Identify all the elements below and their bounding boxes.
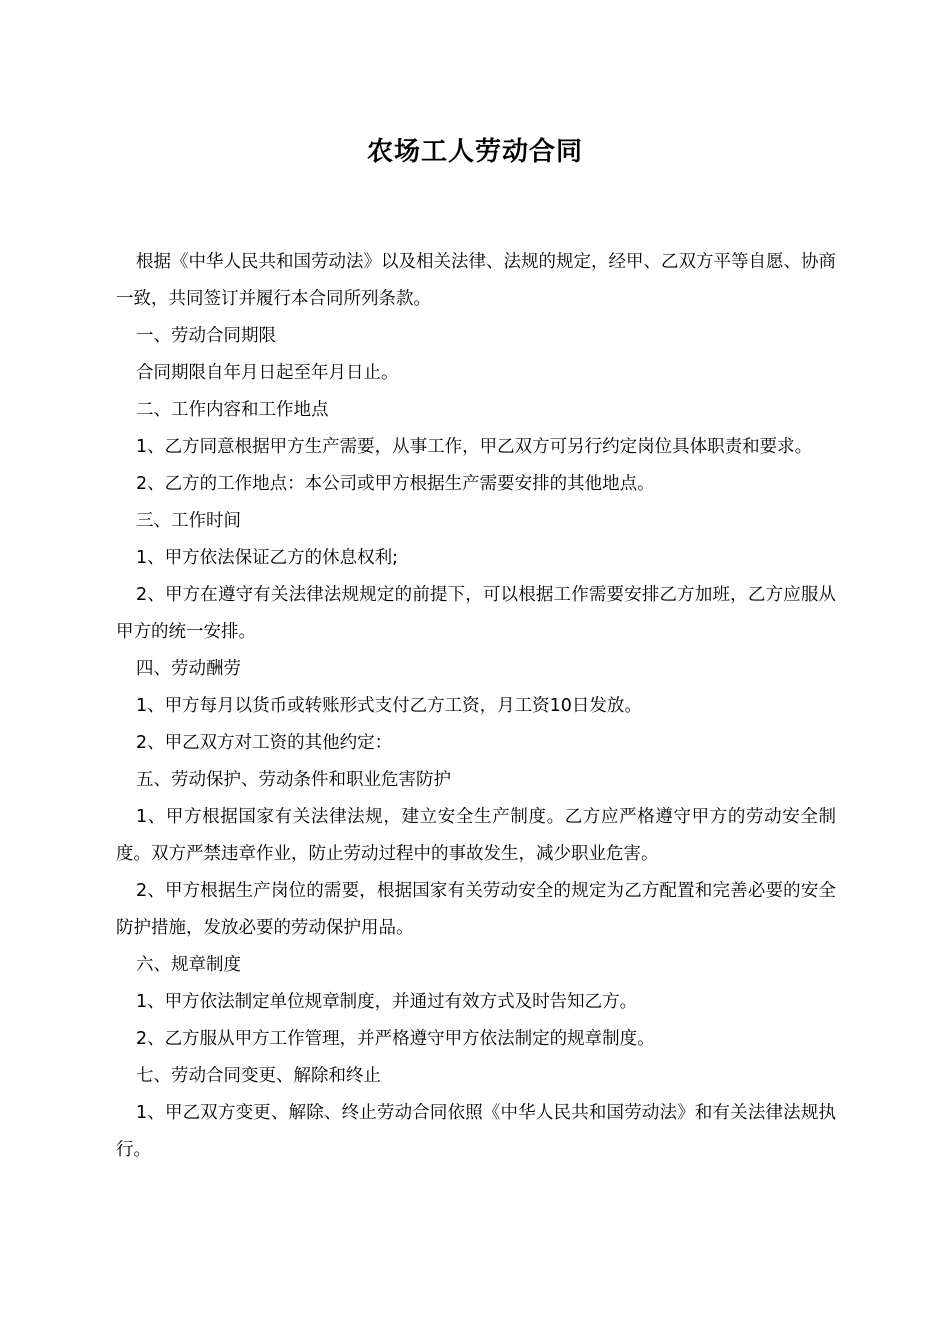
paragraph-pay-method: 1、甲方每月以货币或转账形式支付乙方工资，月工资10日发放。 (136, 696, 642, 716)
paragraph-work-location: 2、乙方的工作地点：本公司或甲方根据生产需要安排的其他地点。 (136, 474, 655, 494)
paragraph-safety-system: 1、甲方根据国家有关法律法规，建立安全生产制度。乙方应严格遵守甲方的劳动安全制度。双方严禁违章作业，防止劳动过程中的事故发生，减少职业危害。 (116, 807, 836, 864)
paragraph-rules-compliance: 2、乙方服从甲方工作管理，并严格遵守甲方依法制定的规章制度。 (136, 1029, 655, 1049)
paragraph-rest-rights: 1、甲方依法保证乙方的休息权利; (136, 548, 399, 568)
section-heading-protection: 五、劳动保护、劳动条件和职业危害防护 (136, 770, 451, 790)
section-heading-term: 一、劳动合同期限 (136, 326, 276, 346)
document-title: 农场工人劳动合同 (366, 137, 583, 167)
paragraph-rules-notice: 1、甲方依法制定单位规章制度，并通过有效方式及时告知乙方。 (136, 992, 638, 1012)
paragraph-termination-law: 1、甲乙双方变更、解除、终止劳动合同依照《中华人民共和国劳动法》和有关法律法规执行。 (116, 1103, 836, 1160)
paragraph-safety-equipment: 2、甲方根据生产岗位的需要，根据国家有关劳动安全的规定为乙方配置和完善必要的安全防护措施，发放必要的劳动保护用品。 (116, 881, 836, 938)
paragraph-work-content: 1、乙方同意根据甲方生产需要，从事工作，甲乙双方可另行约定岗位具体职责和要求。 (136, 437, 813, 457)
paragraph-overtime: 2、甲方在遵守有关法律法规规定的前提下，可以根据工作需要安排乙方加班，乙方应服从甲方的统一安排。 (116, 585, 836, 642)
section-heading-termination: 七、劳动合同变更、解除和终止 (136, 1066, 381, 1086)
intro-paragraph: 根据《中华人民共和国劳动法》以及相关法律、法规的规定，经甲、乙双方平等自愿、协商一致，共同签订并履行本合同所列条款。 (116, 252, 836, 309)
paragraph-pay-other: 2、甲乙双方对工资的其他约定： (136, 733, 393, 753)
section-heading-pay: 四、劳动酬劳 (136, 659, 241, 679)
section-heading-work: 二、工作内容和工作地点 (136, 400, 329, 420)
paragraph-term-period: 合同期限自年月日起至年月日止。 (136, 363, 399, 383)
section-heading-rules: 六、规章制度 (136, 955, 241, 975)
section-heading-hours: 三、工作时间 (136, 511, 241, 531)
document-body (116, 244, 836, 1169)
